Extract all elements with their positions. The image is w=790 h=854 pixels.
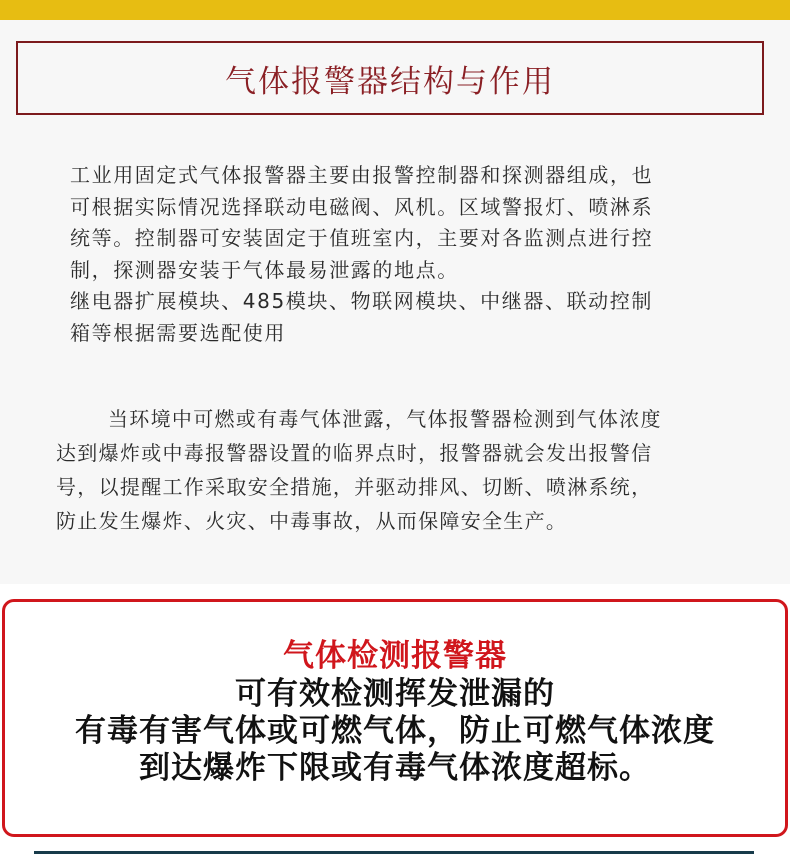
intro-line: 制，探测器安装于气体最易泄露的地点。 — [70, 257, 459, 282]
section-title-box — [16, 41, 764, 115]
highlight-line: 到达爆炸下限或有毒气体浓度超标。 — [139, 750, 651, 786]
function-line: 达到爆炸或中毒报警器设置的临界点时，报警器就会发出报警信 — [56, 441, 653, 465]
highlight-line: 有毒有害气体或可燃气体，防止可燃气体浓度 — [75, 713, 715, 749]
intro-line: 统等。控制器可安装固定于值班室内，主要对各监测点进行控 — [70, 226, 654, 250]
function-line: 防止发生爆炸、火灾、中毒事故，从而保障安全生产。 — [56, 509, 568, 533]
intro-line: 继电器扩展模块、485模块、物联网模块、中继器、联动控制 — [70, 289, 653, 313]
function-line-indented: 当环境中可燃或有毒气体泄露，气体报警器检测到气体浓度 — [108, 407, 662, 431]
top-accent-bar — [0, 0, 790, 20]
page-title: 气体报警器结构与作用 — [225, 63, 555, 100]
function-line: 号，以提醒工作采取安全措施，并驱动排风、切断、喷淋系统， — [56, 475, 653, 499]
intro-line: 工业用固定式气体报警器主要由报警控制器和探测器组成，也 — [70, 163, 654, 187]
highlight-title: 气体检测报警器 — [283, 638, 507, 674]
function-paragraph — [56, 402, 746, 538]
highlight-box — [2, 599, 788, 837]
intro-line: 可根据实际情况选择联动电磁阀、风机。区域警报灯、喷淋系 — [70, 194, 654, 219]
highlight-line: 可有效检测挥发泄漏的 — [235, 676, 555, 712]
intro-paragraph — [70, 160, 750, 349]
intro-line: 箱等根据需要选配使用 — [70, 320, 286, 345]
